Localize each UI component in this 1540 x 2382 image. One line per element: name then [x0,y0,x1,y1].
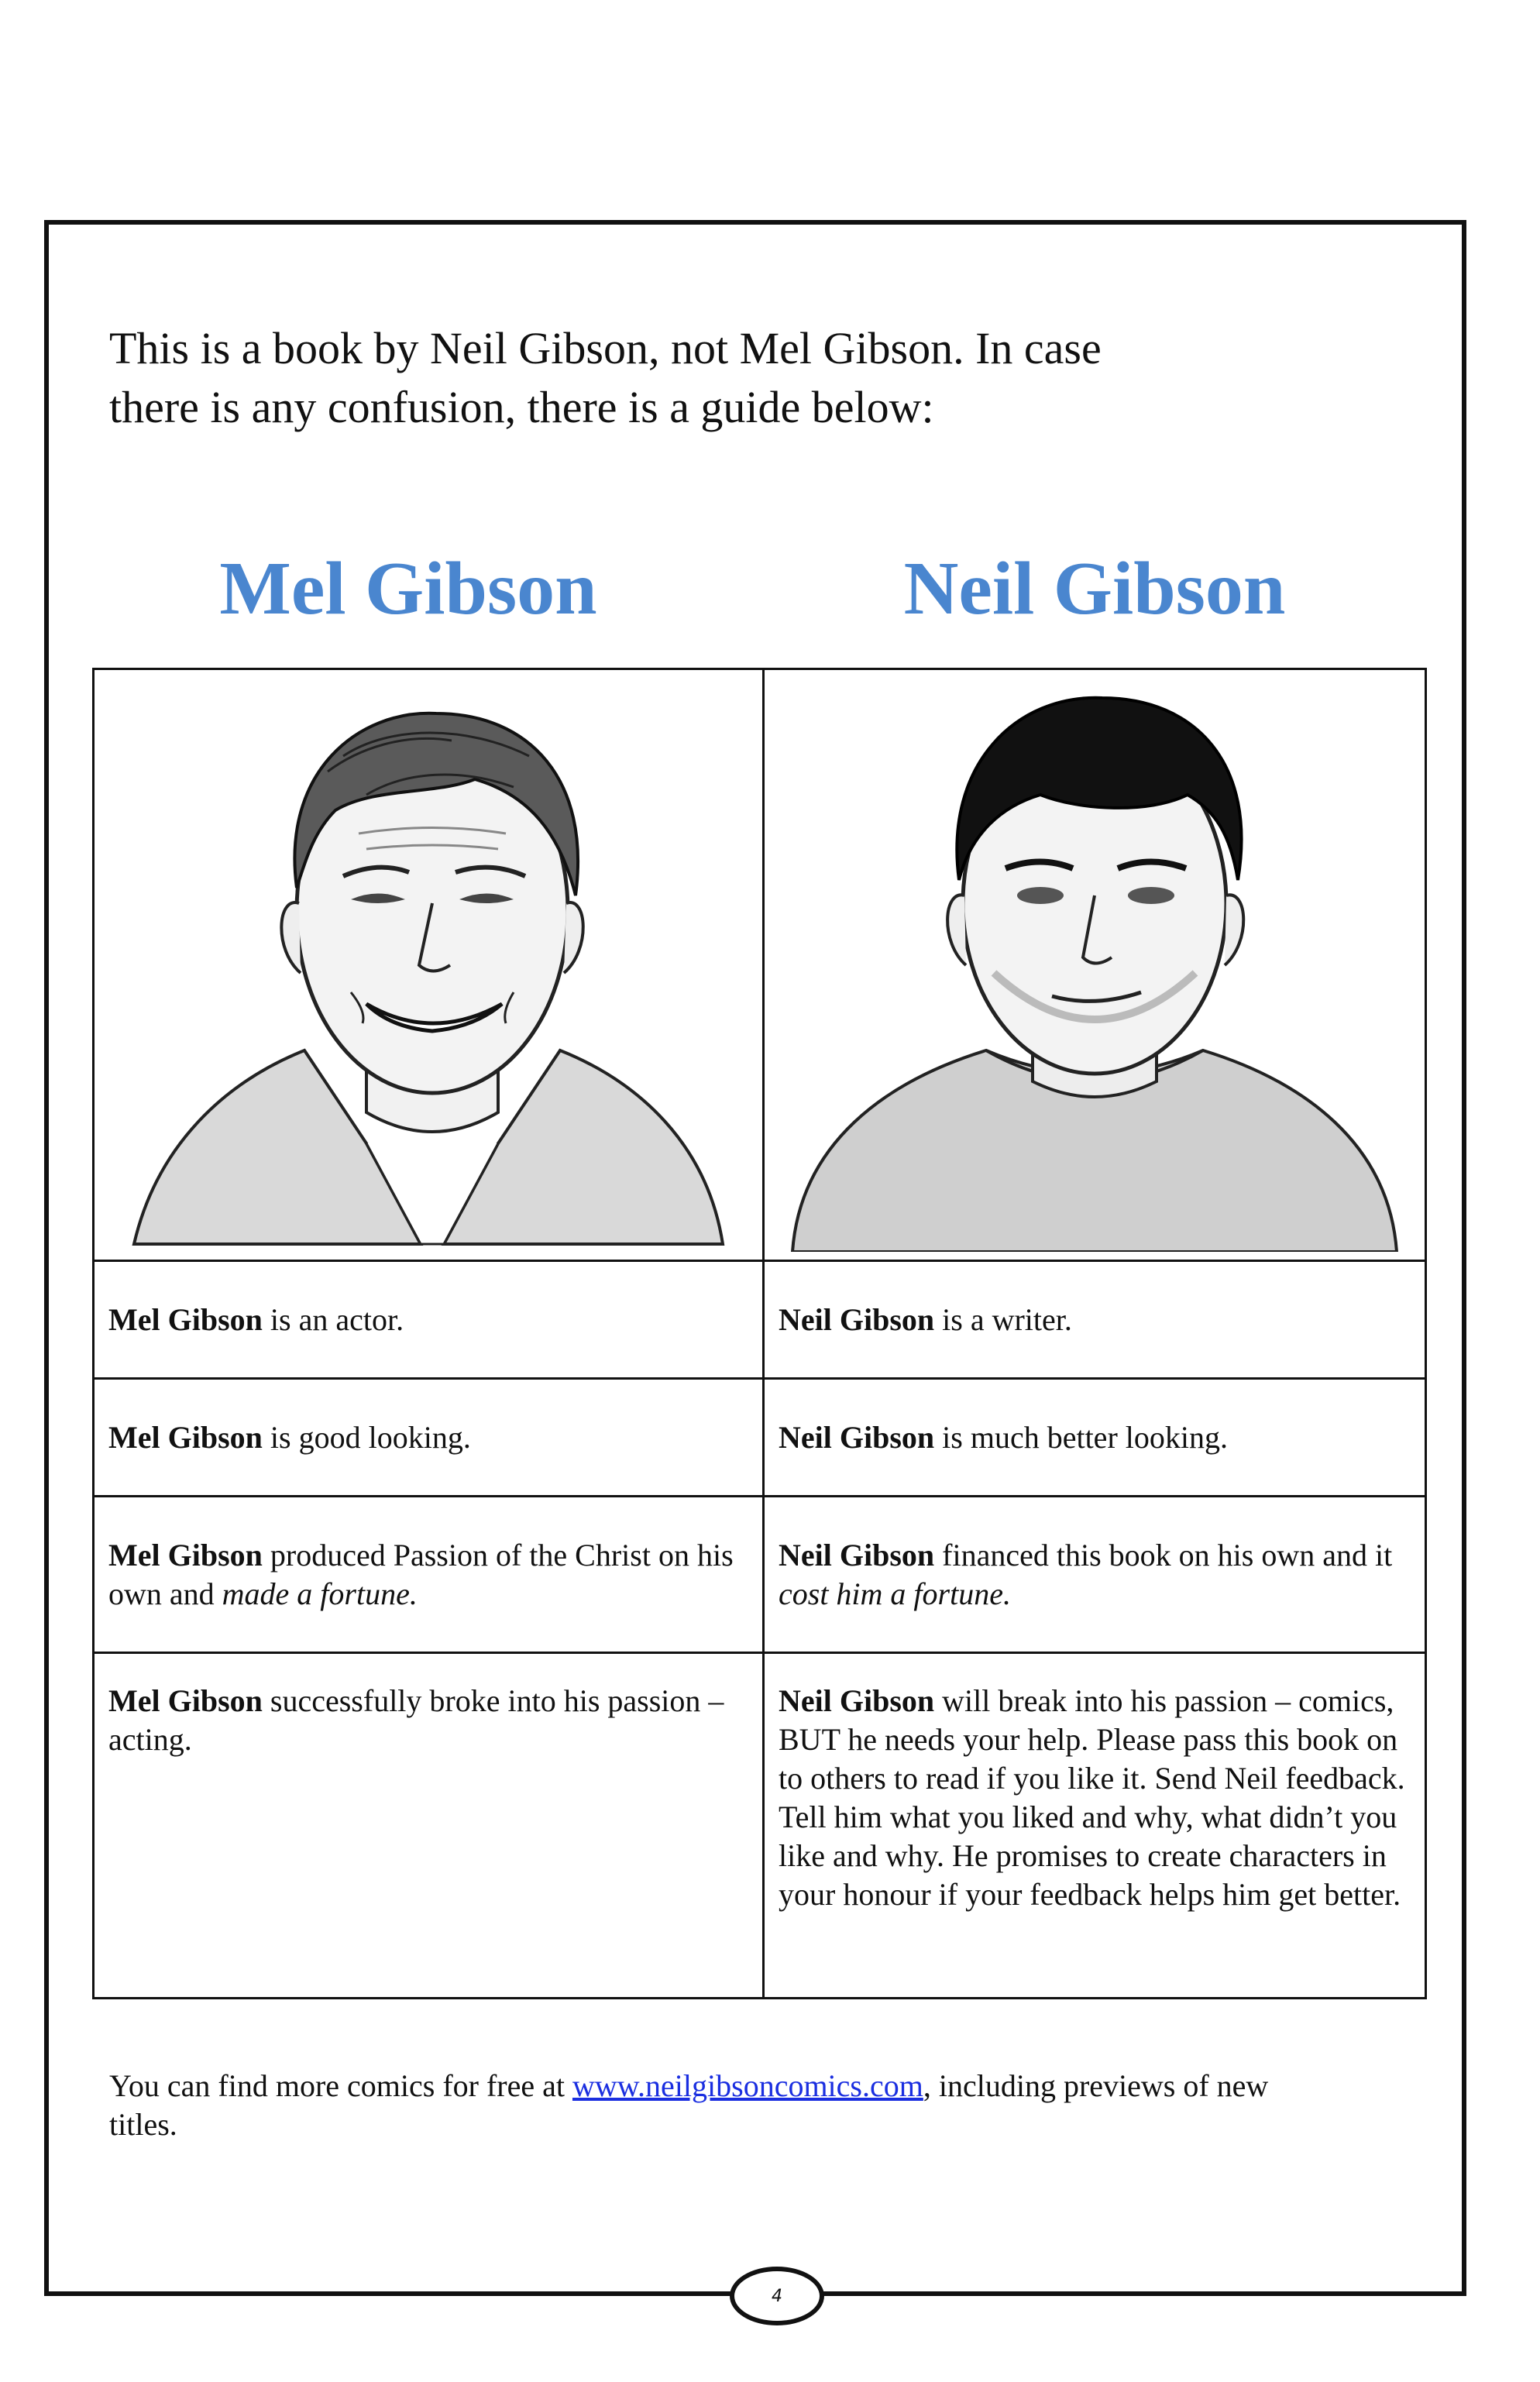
mel-portrait-sketch-icon [111,679,746,1252]
mel-gibson-heading: Mel Gibson [219,547,597,631]
neil-name-bold: Neil Gibson [779,1301,935,1337]
neil-fact-text: is much better looking. [934,1419,1228,1455]
mel-fact-text: is an actor. [262,1301,404,1337]
neil-fact-text: is a writer. [934,1301,1072,1337]
table-row [94,1261,1426,1379]
table-row [94,1653,1426,1999]
neilgibsoncomics-link[interactable]: www.neilgibsoncomics.com [572,2068,923,2103]
footer-text-before: You can find more comics for free at [109,2068,572,2103]
footer-note [109,2067,1318,2144]
footer-text-after: , including previews of new titles. [109,2068,1269,2142]
mel-name-bold: Mel Gibson [108,1537,263,1573]
neil-portrait-cell [764,669,1426,1261]
neil-fact-italic: cost him a fortune. [779,1576,1011,1611]
table-row [94,1379,1426,1497]
neil-fact-cell [764,1261,1426,1379]
intro-line-1: This is a book by Neil Gibson, not Mel Gibson. In case [109,323,1102,373]
neil-fact-cell [764,1497,1426,1653]
mel-name-bold: Mel Gibson [108,1419,263,1455]
neil-fact-cell [764,1653,1426,1999]
page-number-badge [730,2267,824,2325]
intro-text [109,319,1318,437]
neil-fact-text: will break into his passion – comics, BUT he needs your help. Please pass this book on to others to read if you like it. Send Neil feedback. Tell him what you liked and why, what didn’t you like and why. He promises to create characters in your honour if your feedback helps him get better. [779,1683,1405,1912]
mel-name-bold: Mel Gibson [108,1301,263,1337]
mel-fact-text: produced Passion of the Christ on his own and [108,1537,734,1611]
neil-fact-text: financed this book on his own and it [934,1537,1393,1573]
table-row [94,1497,1426,1653]
neil-name-bold: Neil Gibson [779,1419,935,1455]
mel-name-bold: Mel Gibson [108,1683,263,1718]
mel-portrait-cell [94,669,764,1261]
neil-name-bold: Neil Gibson [779,1683,935,1718]
mel-fact-cell [94,1497,764,1653]
intro-line-2: there is any confusion, there is a guide below: [109,382,934,432]
portrait-row [94,669,1426,1261]
page-number: 4 [772,2286,782,2306]
comparison-table [92,668,1427,1999]
neil-portrait-sketch-icon [785,679,1404,1252]
neil-name-bold: Neil Gibson [779,1537,935,1573]
mel-fact-cell [94,1653,764,1999]
neil-gibson-heading: Neil Gibson [903,547,1286,631]
mel-fact-text: is good looking. [262,1419,471,1455]
neil-fact-cell [764,1379,1426,1497]
mel-fact-text: successfully broke into his passion – acting. [108,1683,724,1757]
mel-fact-cell [94,1379,764,1497]
mel-fact-cell [94,1261,764,1379]
mel-fact-italic: made a fortune. [222,1576,418,1611]
